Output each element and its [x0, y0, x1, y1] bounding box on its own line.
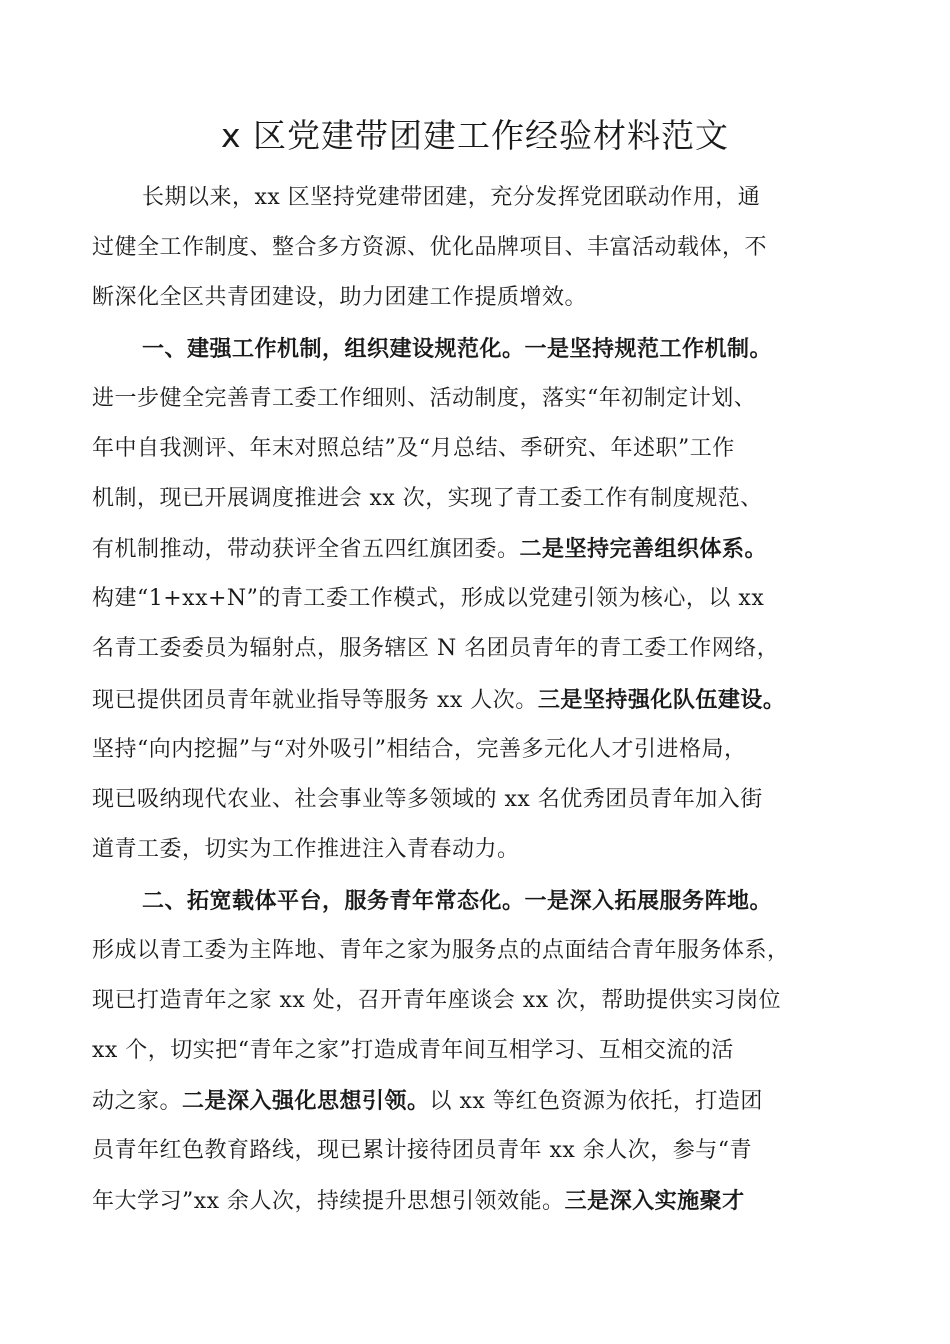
text-line — [92, 574, 764, 624]
text-line — [142, 173, 760, 223]
bold-text-segment: 一、建强工作机制，组织建设规范化。一是坚持规范工作机制。 — [142, 336, 773, 362]
text-line — [92, 825, 520, 875]
bold-text-segment: 二是深入强化思想引领。 — [182, 1088, 430, 1114]
bold-text-segment: 三是坚持强化队伍建设。 — [537, 687, 786, 713]
text-segment: 年大学习”xx 余人次，持续提升思想引领效能。 — [92, 1189, 565, 1214]
text-line — [92, 1126, 752, 1176]
text-line — [92, 976, 781, 1026]
text-line — [92, 474, 763, 524]
bold-text-segment: 二是坚持完善组织体系。 — [519, 536, 768, 562]
text-segment: 现已提供团员青年就业指导等服务 xx 人次。 — [92, 688, 538, 713]
text-line — [92, 374, 756, 424]
document-title: x 区党建带团建工作经验材料范文 — [220, 116, 730, 155]
text-line — [92, 675, 785, 725]
bold-text-segment: 三是深入实施聚才 — [564, 1188, 745, 1214]
text-line — [92, 1076, 763, 1126]
text-line — [92, 775, 763, 825]
text-line — [92, 1026, 734, 1076]
text-line — [92, 1176, 745, 1226]
text-segment: 员青年红色教育路线，现已累计接待团员青年 xx 余人次，参与“青 — [92, 1138, 753, 1163]
text-segment: 机制，现已开展调度推进会 xx 次，实现了青工委工作有制度规范、 — [92, 486, 763, 511]
text-segment: 构建“1+xx+N”的青工委工作模式，形成以党建引领为核心，以 xx — [92, 586, 765, 611]
text-segment: 现已打造青年之家 xx 处，召开青年座谈会 xx 次，帮助提供实习岗位 — [92, 988, 782, 1013]
text-segment: 过健全工作制度、整合多方资源、优化品牌项目、丰富活动载体，不 — [92, 235, 768, 260]
text-line — [142, 324, 772, 374]
text-line — [92, 273, 587, 323]
text-line — [92, 524, 767, 574]
text-line — [142, 876, 772, 926]
text-segment: xx 个，切实把“青年之家”打造成青年间互相学习、互相交流的活 — [92, 1038, 734, 1063]
text-segment: 坚持“向内挖掘”与“对外吸引”相结合，完善多元化人才引进格局， — [92, 737, 747, 762]
text-line — [92, 926, 790, 976]
text-line — [92, 424, 735, 474]
text-segment: 道青工委，切实为工作推进注入青春动力。 — [92, 837, 520, 862]
text-segment: 有机制推动，带动获评全省五四红旗团委。 — [92, 537, 520, 562]
text-segment: 以 xx 等红色资源为依托，打造团 — [429, 1089, 763, 1114]
text-segment: 长期以来，xx 区坚持党建带团建，充分发挥党团联动作用，通 — [142, 185, 761, 210]
text-line — [92, 223, 767, 273]
text-segment: 形成以青工委为主阵地、青年之家为服务点的点面结合青年服务体系， — [92, 938, 790, 963]
text-segment: 进一步健全完善青工委工作细则、活动制度，落实“年初制定计划、 — [92, 386, 757, 411]
text-segment: 动之家。 — [92, 1089, 183, 1114]
text-segment: 年中自我测评、年末对照总结”及“月总结、季研究、年述职”工作 — [92, 436, 735, 461]
text-segment: 现已吸纳现代农业、社会事业等多领域的 xx 名优秀团员青年加入街 — [92, 787, 763, 812]
bold-text-segment: 二、拓宽载体平台，服务青年常态化。一是深入拓展服务阵地。 — [142, 888, 773, 914]
text-line — [92, 624, 779, 674]
text-segment: 名青工委委员为辐射点，服务辖区 N 名团员青年的青工委工作网络， — [92, 636, 780, 661]
text-segment: 断深化全区共青团建设，助力团建工作提质增效。 — [92, 285, 588, 310]
text-line — [92, 725, 747, 775]
